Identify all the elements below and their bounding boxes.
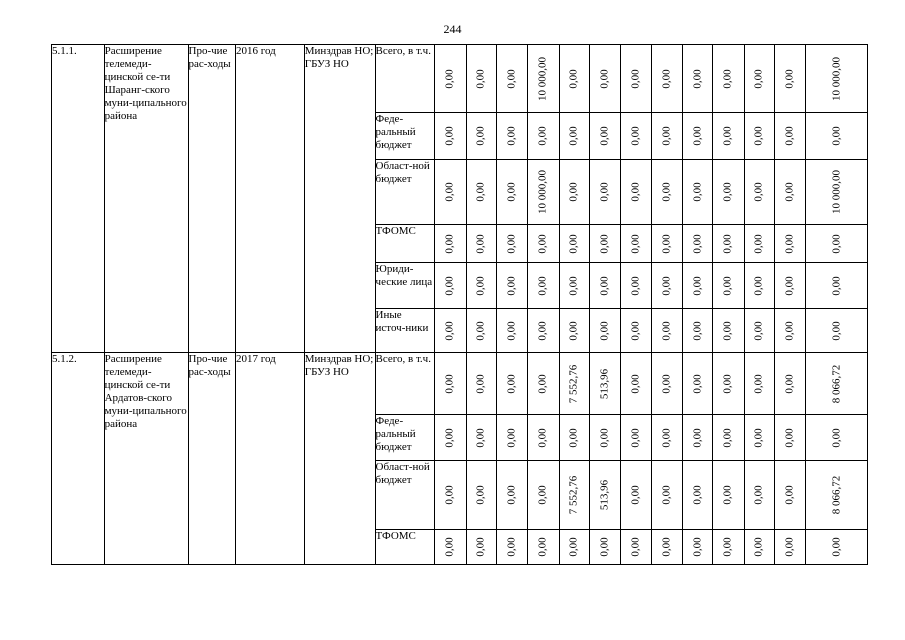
amount-value: 0,00	[783, 537, 796, 557]
amount-value: 0,00	[691, 68, 704, 89]
amount-cell	[528, 353, 559, 415]
amount-value: 0,00	[536, 537, 549, 557]
amount-value: 0,00	[598, 68, 611, 89]
amount-cell	[744, 530, 774, 565]
amount-cell	[806, 530, 868, 565]
amount-cell	[589, 415, 620, 461]
amount-value: 0,00	[752, 68, 765, 89]
amount-cell	[621, 45, 651, 113]
amount-cell	[589, 113, 620, 160]
funding-source-cell: Всего, в т.ч.	[375, 45, 435, 113]
amount-value: 7 552,76	[567, 475, 580, 515]
funding-source-cell: Област-ной бюджет	[375, 160, 435, 225]
amount-cell	[559, 160, 589, 225]
amount-cell	[621, 353, 651, 415]
amount-value: 0,00	[830, 126, 843, 146]
amount-cell	[496, 113, 527, 160]
amount-cell	[744, 353, 774, 415]
amount-cell	[621, 263, 651, 309]
amount-cell	[774, 309, 805, 353]
amount-cell	[806, 113, 868, 160]
amount-cell	[496, 415, 527, 461]
amount-cell	[713, 45, 744, 113]
amount-value: 0,00	[752, 275, 765, 296]
amount-value: 0,00	[660, 68, 673, 89]
amount-value: 0,00	[660, 275, 673, 296]
expense-type-cell: Про-чие рас-ходы	[188, 45, 236, 353]
amount-cell	[589, 461, 620, 530]
amount-value: 0,00	[691, 182, 704, 202]
amount-cell	[682, 263, 712, 309]
amount-value: 8 066,72	[830, 475, 843, 515]
amount-cell	[528, 309, 559, 353]
amount-value: 0,00	[691, 485, 704, 505]
budget-table	[51, 44, 868, 565]
amount-value: 0,00	[443, 485, 456, 505]
amount-value: 10 000,00	[536, 56, 549, 101]
amount-cell	[589, 530, 620, 565]
amount-cell	[621, 461, 651, 530]
amount-cell	[435, 353, 466, 415]
amount-cell	[559, 530, 589, 565]
amount-value: 0,00	[536, 427, 549, 448]
amount-value: 0,00	[660, 126, 673, 146]
amount-value: 0,00	[505, 68, 518, 89]
amount-cell	[651, 353, 682, 415]
amount-cell	[559, 113, 589, 160]
funding-source-cell: Всего, в т.ч.	[375, 353, 435, 415]
amount-cell	[435, 113, 466, 160]
amount-value: 0,00	[567, 275, 580, 296]
amount-value: 0,00	[505, 320, 518, 341]
amount-cell	[589, 309, 620, 353]
amount-value: 0,00	[474, 427, 487, 448]
amount-value: 0,00	[536, 233, 549, 254]
amount-value: 0,00	[443, 68, 456, 89]
funding-source-cell: ТФОМС	[375, 530, 435, 565]
item-code-cell: 5.1.1.	[52, 45, 105, 353]
amount-value: 0,00	[721, 233, 734, 254]
amount-value: 0,00	[443, 126, 456, 146]
amount-cell	[651, 113, 682, 160]
amount-value: 0,00	[629, 182, 642, 202]
amount-value: 0,00	[536, 126, 549, 146]
amount-cell	[651, 415, 682, 461]
amount-value: 0,00	[721, 485, 734, 505]
amount-value: 0,00	[830, 275, 843, 296]
amount-cell	[651, 530, 682, 565]
amount-cell	[713, 113, 744, 160]
amount-cell	[682, 160, 712, 225]
amount-value: 0,00	[567, 182, 580, 202]
amount-value: 0,00	[598, 126, 611, 146]
amount-cell	[682, 415, 712, 461]
amount-value: 8 066,72	[830, 364, 843, 403]
amount-cell	[774, 461, 805, 530]
amount-value: 0,00	[783, 182, 796, 202]
amount-value: 0,00	[629, 320, 642, 341]
amount-value: 0,00	[752, 320, 765, 341]
amount-cell	[589, 225, 620, 263]
amount-cell	[528, 530, 559, 565]
amount-cell	[774, 160, 805, 225]
amount-value: 0,00	[783, 126, 796, 146]
amount-cell	[496, 353, 527, 415]
amount-cell	[682, 530, 712, 565]
amount-cell	[774, 113, 805, 160]
amount-value: 0,00	[474, 275, 487, 296]
amount-cell	[682, 353, 712, 415]
amount-value: 0,00	[752, 485, 765, 505]
amount-value: 0,00	[721, 275, 734, 296]
amount-value: 0,00	[721, 537, 734, 557]
amount-cell	[435, 415, 466, 461]
amount-value: 0,00	[598, 320, 611, 341]
amount-cell	[559, 415, 589, 461]
amount-value: 0,00	[598, 233, 611, 254]
amount-value: 0,00	[443, 275, 456, 296]
amount-cell	[496, 530, 527, 565]
amount-value: 7 552,76	[567, 364, 580, 403]
amount-cell	[589, 160, 620, 225]
amount-cell	[435, 461, 466, 530]
amount-value: 0,00	[567, 68, 580, 89]
amount-value: 0,00	[629, 537, 642, 557]
amount-value: 0,00	[474, 537, 487, 557]
amount-cell	[496, 461, 527, 530]
amount-cell	[744, 461, 774, 530]
amount-value: 0,00	[536, 275, 549, 296]
amount-value: 10 000,00	[830, 170, 843, 214]
amount-value: 0,00	[536, 485, 549, 505]
amount-value: 0,00	[505, 275, 518, 296]
amount-cell	[744, 263, 774, 309]
amount-cell	[682, 113, 712, 160]
amount-cell	[744, 113, 774, 160]
amount-cell	[806, 45, 868, 113]
amount-cell	[559, 461, 589, 530]
amount-value: 0,00	[783, 427, 796, 448]
amount-cell	[466, 353, 496, 415]
year-cell: 2017 год	[236, 353, 305, 565]
amount-value: 0,00	[783, 485, 796, 505]
amount-cell	[496, 160, 527, 225]
amount-value: 0,00	[474, 68, 487, 89]
amount-cell	[806, 309, 868, 353]
amount-cell	[435, 263, 466, 309]
amount-value: 0,00	[567, 427, 580, 448]
amount-cell	[559, 225, 589, 263]
amount-cell	[774, 353, 805, 415]
amount-value: 0,00	[629, 373, 642, 394]
funding-source-cell: ТФОМС	[375, 225, 435, 263]
amount-value: 0,00	[783, 275, 796, 296]
amount-value: 0,00	[660, 373, 673, 394]
amount-value: 0,00	[443, 537, 456, 557]
amount-cell	[651, 461, 682, 530]
amount-cell	[682, 45, 712, 113]
amount-cell	[528, 45, 559, 113]
amount-cell	[528, 415, 559, 461]
amount-cell	[621, 530, 651, 565]
funding-source-cell: Юриди-ческие лица	[375, 263, 435, 309]
amount-cell	[435, 45, 466, 113]
amount-value: 0,00	[536, 320, 549, 341]
amount-value: 0,00	[567, 537, 580, 557]
amount-cell	[589, 45, 620, 113]
amount-value: 0,00	[691, 275, 704, 296]
amount-value: 0,00	[660, 320, 673, 341]
amount-value: 0,00	[505, 373, 518, 394]
amount-cell	[682, 461, 712, 530]
amount-cell	[744, 45, 774, 113]
amount-cell	[651, 160, 682, 225]
amount-cell	[589, 263, 620, 309]
amount-value: 0,00	[830, 427, 843, 448]
table-row	[52, 45, 868, 113]
table-row	[52, 353, 868, 415]
executor-cell: Минздрав НО; ГБУЗ НО	[304, 45, 375, 353]
amount-cell	[744, 415, 774, 461]
year-cell: 2016 год	[236, 45, 305, 353]
item-code-cell: 5.1.2.	[52, 353, 105, 565]
amount-value: 0,00	[598, 182, 611, 202]
amount-value: 0,00	[691, 126, 704, 146]
amount-value: 0,00	[783, 233, 796, 254]
amount-cell	[621, 309, 651, 353]
amount-cell	[528, 113, 559, 160]
funding-source-cell: Иные источ-ники	[375, 309, 435, 353]
amount-value: 0,00	[474, 233, 487, 254]
amount-cell	[713, 461, 744, 530]
amount-cell	[744, 225, 774, 263]
amount-value: 0,00	[474, 126, 487, 146]
amount-value: 0,00	[660, 427, 673, 448]
amount-value: 0,00	[443, 320, 456, 341]
amount-value: 0,00	[721, 68, 734, 89]
amount-value: 10 000,00	[536, 170, 549, 214]
amount-value: 0,00	[443, 233, 456, 254]
amount-cell	[806, 160, 868, 225]
amount-cell	[744, 160, 774, 225]
amount-cell	[496, 225, 527, 263]
amount-cell	[651, 309, 682, 353]
amount-value: 0,00	[505, 427, 518, 448]
expense-type-cell: Про-чие рас-ходы	[188, 353, 236, 565]
amount-value: 0,00	[721, 427, 734, 448]
amount-cell	[496, 309, 527, 353]
amount-cell	[806, 461, 868, 530]
amount-cell	[713, 160, 744, 225]
amount-value: 513,96	[598, 368, 611, 399]
amount-value: 0,00	[660, 485, 673, 505]
amount-value: 0,00	[505, 537, 518, 557]
amount-value: 0,00	[783, 373, 796, 394]
amount-value: 0,00	[830, 233, 843, 254]
amount-value: 10 000,00	[830, 56, 843, 101]
amount-value: 0,00	[474, 320, 487, 341]
amount-value: 0,00	[629, 68, 642, 89]
amount-value: 0,00	[443, 373, 456, 394]
amount-value: 0,00	[536, 373, 549, 394]
amount-value: 0,00	[691, 233, 704, 254]
amount-value: 0,00	[505, 182, 518, 202]
amount-value: 0,00	[660, 537, 673, 557]
amount-cell	[651, 225, 682, 263]
amount-value: 0,00	[721, 182, 734, 202]
amount-value: 0,00	[752, 427, 765, 448]
funding-source-cell: Феде-ральный бюджет	[375, 113, 435, 160]
amount-cell	[713, 225, 744, 263]
amount-cell	[466, 45, 496, 113]
amount-value: 0,00	[721, 126, 734, 146]
amount-cell	[528, 225, 559, 263]
amount-value: 0,00	[505, 485, 518, 505]
amount-value: 0,00	[721, 320, 734, 341]
amount-value: 0,00	[752, 126, 765, 146]
amount-cell	[466, 263, 496, 309]
amount-cell	[621, 160, 651, 225]
page-number: 244	[443, 22, 462, 36]
amount-cell	[774, 45, 805, 113]
amount-cell	[774, 263, 805, 309]
amount-cell	[466, 113, 496, 160]
amount-value: 0,00	[598, 427, 611, 448]
amount-cell	[713, 415, 744, 461]
amount-cell	[496, 45, 527, 113]
amount-value: 0,00	[567, 320, 580, 341]
amount-value: 0,00	[629, 427, 642, 448]
amount-value: 0,00	[474, 373, 487, 394]
executor-cell: Минздрав НО; ГБУЗ НО	[304, 353, 375, 565]
amount-value: 0,00	[691, 427, 704, 448]
amount-cell	[806, 263, 868, 309]
amount-value: 513,96	[598, 479, 611, 511]
amount-cell	[774, 415, 805, 461]
amount-value: 0,00	[660, 182, 673, 202]
amount-value: 0,00	[752, 182, 765, 202]
amount-value: 0,00	[629, 233, 642, 254]
amount-value: 0,00	[783, 68, 796, 89]
amount-value: 0,00	[629, 485, 642, 505]
amount-cell	[466, 309, 496, 353]
amount-value: 0,00	[752, 233, 765, 254]
amount-cell	[559, 353, 589, 415]
amount-cell	[466, 461, 496, 530]
amount-cell	[651, 45, 682, 113]
amount-cell	[559, 45, 589, 113]
amount-cell	[466, 530, 496, 565]
amount-cell	[466, 415, 496, 461]
amount-cell	[435, 160, 466, 225]
amount-cell	[559, 263, 589, 309]
funding-source-cell: Феде-ральный бюджет	[375, 415, 435, 461]
amount-cell	[713, 263, 744, 309]
amount-value: 0,00	[567, 233, 580, 254]
amount-cell	[466, 160, 496, 225]
amount-value: 0,00	[629, 275, 642, 296]
amount-cell	[466, 225, 496, 263]
amount-cell	[651, 263, 682, 309]
amount-cell	[589, 353, 620, 415]
amount-cell	[774, 225, 805, 263]
amount-cell	[621, 113, 651, 160]
amount-cell	[528, 461, 559, 530]
amount-cell	[713, 353, 744, 415]
amount-value: 0,00	[721, 373, 734, 394]
amount-cell	[713, 309, 744, 353]
amount-cell	[435, 309, 466, 353]
amount-value: 0,00	[567, 126, 580, 146]
amount-cell	[496, 263, 527, 309]
funding-source-cell: Област-ной бюджет	[375, 461, 435, 530]
amount-value: 0,00	[660, 233, 673, 254]
amount-value: 0,00	[505, 126, 518, 146]
amount-value: 0,00	[629, 126, 642, 146]
amount-value: 0,00	[691, 373, 704, 394]
amount-cell	[435, 530, 466, 565]
amount-value: 0,00	[443, 182, 456, 202]
amount-cell	[528, 263, 559, 309]
amount-cell	[528, 160, 559, 225]
amount-value: 0,00	[691, 320, 704, 341]
amount-value: 0,00	[474, 485, 487, 505]
amount-cell	[621, 225, 651, 263]
amount-cell	[806, 225, 868, 263]
amount-cell	[682, 225, 712, 263]
amount-value: 0,00	[830, 537, 843, 557]
item-title-cell: Расширение телемеди-цинской се-ти Шаранг-ского муни-ципального района	[104, 45, 188, 353]
amount-value: 0,00	[474, 182, 487, 202]
amount-value: 0,00	[598, 275, 611, 296]
amount-value: 0,00	[443, 427, 456, 448]
amount-cell	[744, 309, 774, 353]
amount-cell	[713, 530, 744, 565]
amount-cell	[774, 530, 805, 565]
amount-value: 0,00	[505, 233, 518, 254]
amount-value: 0,00	[783, 320, 796, 341]
amount-value: 0,00	[752, 373, 765, 394]
item-title-cell: Расширение телемеди-цинской се-ти Ардатов-ского муни-ципального района	[104, 353, 188, 565]
amount-value: 0,00	[598, 537, 611, 557]
amount-value: 0,00	[830, 320, 843, 341]
amount-value: 0,00	[752, 537, 765, 557]
amount-value: 0,00	[691, 537, 704, 557]
amount-cell	[621, 415, 651, 461]
amount-cell	[435, 225, 466, 263]
amount-cell	[682, 309, 712, 353]
amount-cell	[559, 309, 589, 353]
amount-cell	[806, 415, 868, 461]
amount-cell	[806, 353, 868, 415]
